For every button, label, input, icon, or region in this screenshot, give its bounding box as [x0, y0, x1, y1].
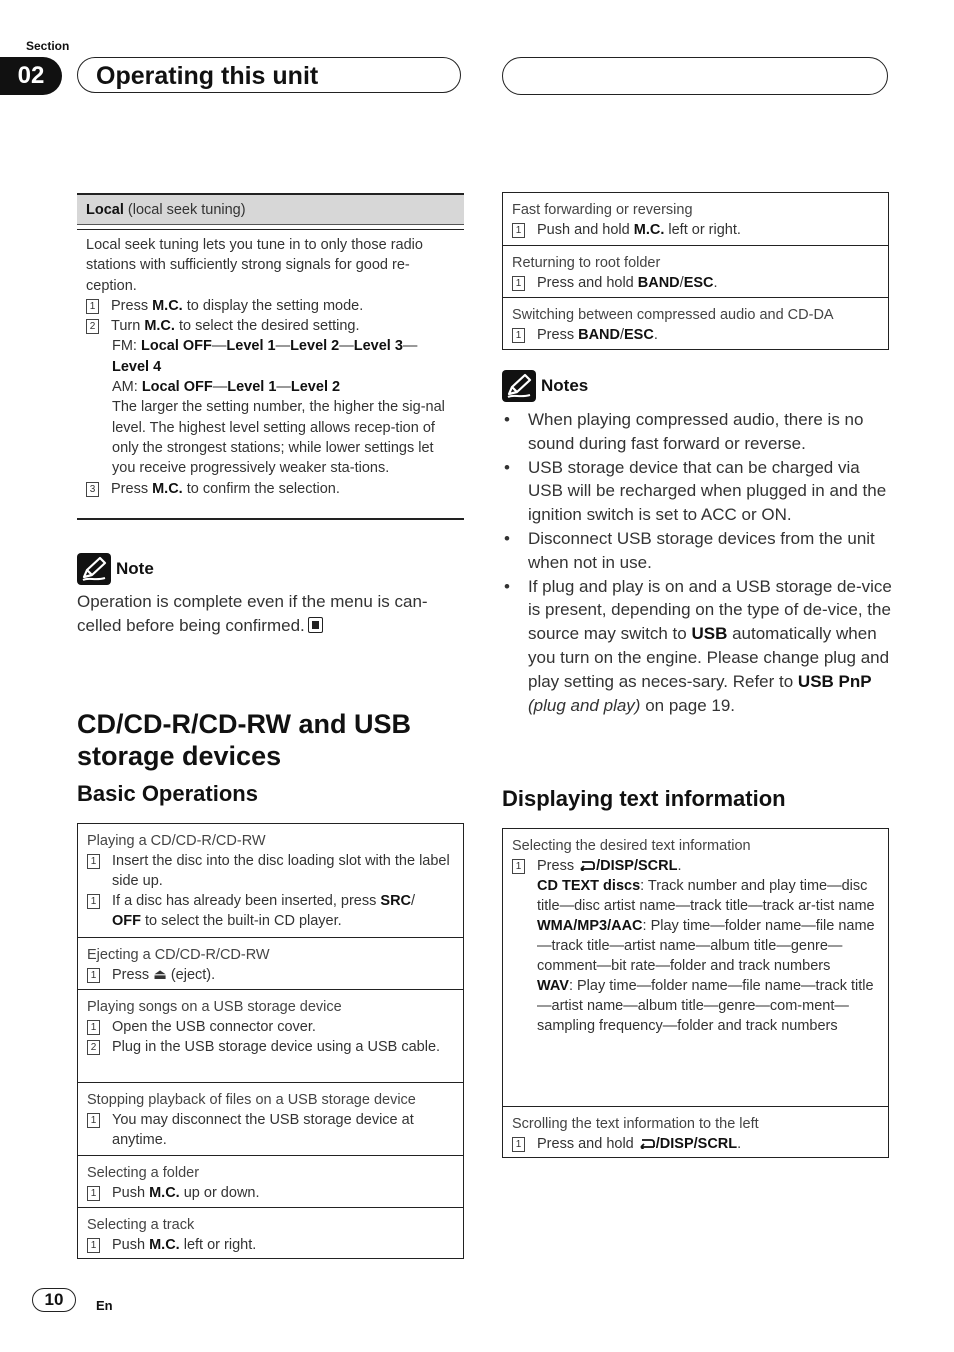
notes-heading: Notes	[541, 376, 589, 395]
table-row: Scrolling the text information to the left 1 Press and hold /DISP/SCRL.	[503, 1106, 888, 1156]
local-intro: Local seek tuning lets you tune in to only those radio stations with sufficiently strong signals for good re-ception.	[86, 237, 423, 294]
table-row: Selecting a folder 1 Push M.C. up or down.	[78, 1155, 463, 1207]
return-arrow-icon	[578, 859, 596, 871]
note-heading: Note	[116, 559, 154, 578]
list-item: • USB storage device that can be charged via USB will be recharged when plugged in and the ignition switch is set to ACC or ON.	[502, 456, 892, 527]
language-label: En	[96, 1298, 113, 1313]
table-row: Playing a CD/CD-R/CD-RW 1 Insert the disc into the disc loading slot with the label side up. 1 If a disc has already been inserted, press SRC/ OFF to select the built-in CD player.	[87, 833, 450, 929]
table-row: Returning to root folder 1 Press and hold BAND/ESC.	[503, 245, 888, 297]
header-blank-frame	[502, 57, 888, 95]
local-table-body	[77, 229, 464, 520]
basic-operations-table	[77, 823, 464, 1259]
section-label: Section	[26, 39, 70, 53]
local-explanation: The larger the setting number, the higher the sig-nal level. The highest level setting allows recep-tion of only the strongest stations; while lower settings let you receive progressively weaker sta-tions.	[112, 399, 445, 477]
step-number: 1	[86, 299, 99, 314]
cd-section-title: CD/CD-R/CD-RW and USB storage devices	[77, 709, 411, 771]
end-mark-icon	[308, 617, 323, 633]
table-row: Fast forwarding or reversing 1 Push and hold M.C. left or right.	[512, 202, 741, 238]
local-table-header	[77, 193, 464, 225]
table-row: Ejecting a CD/CD-R/CD-RW 1 Press ⏏ (eject).	[78, 937, 463, 989]
eject-icon: ⏏	[153, 967, 167, 983]
pencil-note-icon	[77, 553, 111, 585]
table-row: Playing songs on a USB storage device 1 Open the USB connector cover. 2 Plug in the USB storage device using a USB cable.	[78, 989, 463, 1082]
displaying-text-heading: Displaying text information	[502, 786, 786, 811]
local-am-levels: AM: Local OFF—Level 1—Level 2	[112, 379, 341, 396]
local-fm-levels: FM: Local OFF—Level 1—Level 2—Level 3— Level 4	[112, 338, 418, 375]
local-step-1: 1 Press M.C. to display the setting mode.	[86, 296, 455, 316]
pencil-note-icon	[502, 370, 536, 402]
table-row: Switching between compressed audio and CD-DA 1 Press BAND/ESC.	[503, 297, 888, 348]
display-text-table	[502, 828, 889, 1158]
table-row: Selecting the desired text information 1 Press /DISP/SCRL. CD TEXT discs: Track number and play time—disc title—disc artist name—track title—track ar-tist name WMA/MP3/AAC: Play time—folder name—file name—track title—artist name—album title—genre—comment—bit rate—folder and track numbers WAV: Play time—folder name—file name—track title—artist name—album title—genre—com-ment—sampling frequency—folder and track numbers	[512, 838, 875, 1034]
section-number-badge: 02	[0, 57, 62, 95]
page-number: 10	[32, 1288, 76, 1312]
basic-operations-heading: Basic Operations	[77, 781, 258, 806]
playback-controls-table	[502, 192, 889, 350]
notes-list	[502, 408, 892, 717]
local-step-2: 2 Turn M.C. to select the desired setting.	[86, 316, 455, 336]
step-number: 2	[86, 319, 99, 334]
local-step-3: 3 Press M.C. to confirm the selection.	[86, 479, 455, 499]
return-arrow-icon	[638, 1137, 656, 1149]
list-item: • Disconnect USB storage devices from the unit when not in use.	[502, 527, 892, 575]
step-number: 3	[86, 482, 99, 497]
page-title: Operating this unit	[77, 57, 461, 93]
list-item: • When playing compressed audio, there is no sound during fast forward or reverse.	[502, 408, 892, 456]
local-head-desc: (local seek tuning)	[123, 202, 246, 218]
note-text: Operation is complete even if the menu is can-celled before being confirmed.	[77, 592, 428, 635]
table-row: Stopping playback of files on a USB storage device 1 You may disconnect the USB storage device at anytime.	[78, 1082, 463, 1155]
local-label: Local	[86, 202, 124, 218]
list-item: • If plug and play is on and a USB storage de-vice is present, depending on the type of de-vice, the source may switch to USB automatically when you turn on the engine. Please change plug and play setting as neces-sary. Refer to USB PnP (plug and play) on page 19.	[502, 575, 892, 718]
table-row: Selecting a track 1 Push M.C. left or right.	[78, 1207, 463, 1257]
